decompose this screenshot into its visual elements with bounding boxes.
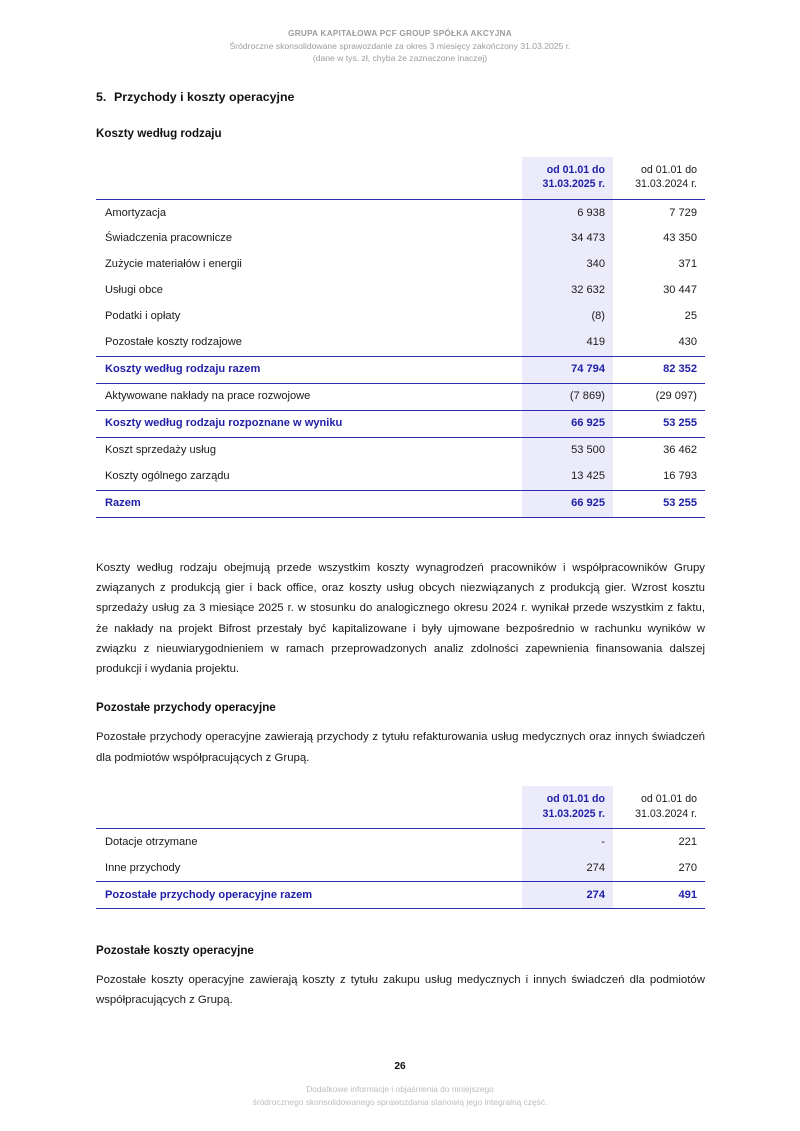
- row-value-previous: 430: [678, 336, 697, 349]
- other-income-table-body: [96, 829, 705, 909]
- row-label: Inne przychody: [105, 861, 181, 874]
- row-value-current: 66 925: [522, 490, 613, 517]
- row-value-current: 6 938: [522, 200, 613, 226]
- table-row: [96, 200, 705, 226]
- costs-header-current-line1: od 01.01 do: [546, 163, 605, 176]
- document-content: [96, 90, 705, 1011]
- costs-table-header-row: [96, 157, 705, 200]
- row-label: Razem: [96, 490, 522, 517]
- row-value-previous: (29 097): [655, 390, 697, 403]
- row-value-previous: 371: [678, 258, 697, 271]
- table-row: [96, 829, 705, 855]
- costs-explanatory-paragraph: Koszty według rodzaju obejmują przede wszystkim koszty wynagrodzeń pracowników i współpracowników Grupy związanych z produkcją gier i back office, oraz koszty usług obcych niezwiązanych z produkcją gier. Wzrost kosztu sprzedaży usług za 3 miesiące 2025 r. w stosunku do analogicznego okresu 2024 r. wynikał przede wszystkim z faktu, że nakłady na projekt Bifrost przestały być kapitalizowane i były ujmowane bezpośrednio w rachunku wyników w związku z nieuwiarygodnieniem w ramach przeprowadzonych analiz zdolności zapewnienia finansowania dalszej produkcji i wydania projektu.: [96, 561, 705, 676]
- footer-note-line1: Dodatkowe informacje i objaśnienia do niniejszego: [306, 1084, 494, 1094]
- row-value-current: (8): [522, 304, 613, 330]
- row-value-previous: 221: [678, 835, 697, 848]
- other-income-table-wrapper: [96, 786, 705, 909]
- other-costs-paragraph: Pozostałe koszty operacyjne zawierają koszty z tytułu zakupu usług medycznych i innych świadczeń dla podmiotów współpracujących z Grupą.: [96, 973, 705, 1007]
- costs-header-previous-line2: 31.03.2024 r.: [635, 178, 697, 191]
- row-value-current: 32 632: [522, 278, 613, 304]
- row-value-current: 419: [522, 330, 613, 356]
- row-value-previous: 16 793: [663, 470, 697, 483]
- table-row: [96, 226, 705, 252]
- costs-table-wrapper: [96, 157, 705, 518]
- table-row: [96, 437, 705, 463]
- row-value-current: 274: [522, 855, 613, 881]
- table-row: [96, 330, 705, 356]
- row-label: Koszt sprzedaży usług: [105, 444, 216, 457]
- header-units-note: (dane w tys. zł, chyba że zaznaczone inaczej): [312, 52, 488, 63]
- other-income-header-current-line2: 31.03.2025 r.: [542, 807, 605, 820]
- table-row-total: [96, 410, 705, 437]
- costs-header-label: [96, 157, 522, 200]
- row-value-previous: 30 447: [663, 284, 697, 297]
- row-label: Pozostałe przychody operacyjne razem: [96, 882, 522, 909]
- row-value-current: 74 794: [522, 356, 613, 383]
- costs-header-previous-line1: od 01.01 do: [641, 163, 697, 176]
- other-income-header-current-line1: od 01.01 do: [546, 792, 605, 805]
- section-title-text: Przychody i koszty operacyjne: [114, 90, 295, 104]
- costs-table-body: [96, 200, 705, 518]
- row-value-current: 13 425: [522, 464, 613, 490]
- row-value-previous: 53 255: [613, 490, 705, 517]
- row-value-current: 340: [522, 252, 613, 278]
- subsection-heading-other-income: Pozostałe przychody operacyjne: [96, 701, 276, 715]
- row-label: Pozostałe koszty rodzajowe: [105, 336, 242, 349]
- row-value-previous: 25: [684, 310, 697, 323]
- other-income-header-previous-line2: 31.03.2024 r.: [635, 807, 697, 820]
- row-value-current: 34 473: [522, 226, 613, 252]
- other-income-header-label: [96, 786, 522, 829]
- table-row: [96, 252, 705, 278]
- row-label: Podatki i opłaty: [105, 310, 181, 323]
- row-label: Świadczenia pracownicze: [105, 232, 233, 245]
- document-header: [0, 28, 800, 64]
- table-row-total: [96, 490, 705, 517]
- costs-header-current-line2: 31.03.2025 r.: [542, 178, 605, 191]
- row-value-previous: 82 352: [613, 356, 705, 383]
- other-income-paragraph: Pozostałe przychody operacyjne zawierają przychody z tytułu refakturowania usług medycznych oraz innych świadczeń dla podmiotów współpracujących z Grupą.: [96, 731, 705, 764]
- row-label: Koszty według rodzaju rozpoznane w wyniku: [96, 410, 522, 437]
- table-row: [96, 855, 705, 881]
- table-row-total: [96, 356, 705, 383]
- row-label: Koszty według rodzaju razem: [96, 356, 522, 383]
- subsection-heading-costs-by-type: Koszty według rodzaju: [96, 126, 222, 140]
- other-income-table-head: [96, 786, 705, 829]
- row-label: Koszty ogólnego zarządu: [105, 470, 230, 483]
- table-row: [96, 304, 705, 330]
- row-value-current: (7 869): [522, 383, 613, 410]
- row-value-current: -: [522, 829, 613, 855]
- row-value-previous: 270: [678, 861, 697, 874]
- row-value-current: 274: [522, 882, 613, 909]
- row-value-previous: 491: [613, 882, 705, 909]
- document-footer: [0, 1083, 800, 1110]
- row-label: Amortyzacja: [105, 206, 167, 219]
- row-value-previous: 36 462: [663, 444, 697, 457]
- row-label: Aktywowane nakłady na prace rozwojowe: [105, 390, 311, 403]
- row-value-previous: 53 255: [613, 410, 705, 437]
- other-income-header-previous-period: [613, 786, 705, 829]
- footer-note-line2: śródrocznego skonsolidowanego sprawozdania stanowią jego integralną część.: [252, 1097, 548, 1108]
- row-label: Usługi obce: [105, 284, 163, 297]
- costs-header-current-period: [522, 157, 613, 200]
- table-row-total: [96, 882, 705, 909]
- other-income-header-previous-line1: od 01.01 do: [641, 792, 697, 805]
- other-operating-income-table: [96, 786, 705, 909]
- table-row: [96, 383, 705, 410]
- row-label: Zużycie materiałów i energii: [105, 258, 242, 271]
- section-number: 5.: [96, 90, 107, 104]
- header-company-name: GRUPA KAPITAŁOWA PCF GROUP SPÓŁKA AKCYJNA: [288, 29, 512, 38]
- page-number: 26: [394, 1061, 406, 1072]
- row-value-current: 53 500: [522, 437, 613, 463]
- costs-header-previous-period: [613, 157, 705, 200]
- row-label: Dotacje otrzymane: [105, 835, 198, 848]
- row-value-previous: 7 729: [669, 206, 697, 219]
- section-heading: [96, 90, 705, 105]
- header-report-title: Śródroczne skonsolidowane sprawozdanie za okres 3 miesięcy zakończony 31.03.2025 r.: [229, 40, 571, 51]
- costs-by-type-table: [96, 157, 705, 518]
- table-row: [96, 464, 705, 490]
- row-value-current: 66 925: [522, 410, 613, 437]
- costs-table-head: [96, 157, 705, 200]
- table-row: [96, 278, 705, 304]
- other-income-header-current-period: [522, 786, 613, 829]
- row-value-previous: 43 350: [663, 232, 697, 245]
- subsection-heading-other-costs: Pozostałe koszty operacyjne: [96, 944, 254, 958]
- other-income-table-header-row: [96, 786, 705, 829]
